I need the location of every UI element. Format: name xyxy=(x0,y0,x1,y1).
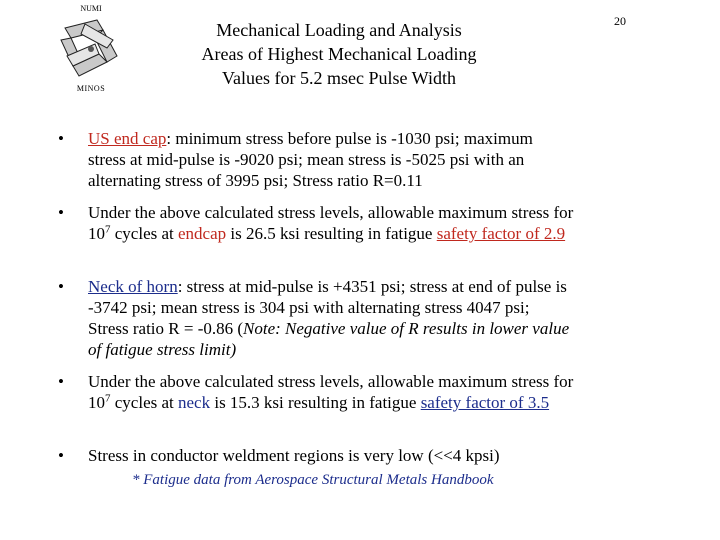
neck-highlight: neck xyxy=(178,393,211,412)
b4-mid: cycles at xyxy=(110,393,178,412)
footnote: * Fatigue data from Aerospace Structural Metals Handbook xyxy=(132,472,494,488)
numi-minos-logo xyxy=(50,4,132,100)
end-cap-label: US end cap xyxy=(88,129,167,148)
b3-line2: -3742 psi; mean stress is 304 psi with alternating stress 4047 psi; xyxy=(88,298,530,317)
b4-line1: Under the above calculated stress levels, allowable maximum stress for xyxy=(88,372,574,391)
slide-title xyxy=(150,18,528,90)
endcap-highlight: endcap xyxy=(178,224,227,243)
logo-bottom-text: MINOS xyxy=(76,84,106,93)
bullet-dot: • xyxy=(58,372,64,391)
page-number: 20 xyxy=(614,14,626,28)
b1-line1: : minimum stress before pulse is -1030 psi; maximum xyxy=(166,129,533,148)
bullet-dot: • xyxy=(58,129,64,148)
b4-mid2: is 15.3 ksi resulting in fatigue xyxy=(210,393,421,412)
b1-line3: alternating stress of 3995 psi; Stress ratio R=0.11 xyxy=(88,171,423,190)
b3-note-cont: of fatigue stress limit) xyxy=(88,340,237,359)
b3-line1: : stress at mid-pulse is +4351 psi; stress at end of pulse is xyxy=(177,277,567,296)
b2-mid: cycles at xyxy=(110,224,178,243)
star-logo-icon xyxy=(55,16,127,84)
bullet-dot: • xyxy=(58,446,64,465)
endcap-safety-factor: safety factor of 2.9 xyxy=(436,224,566,243)
b4-exponent: 7 xyxy=(105,392,111,405)
neck-of-horn-label: Neck of horn xyxy=(88,277,178,296)
b3-line3-pre: Stress ratio R = -0.86 ( xyxy=(88,319,244,338)
b2-base: 10 xyxy=(88,224,105,243)
title-line-1: Mechanical Loading and Analysis xyxy=(216,20,462,40)
b3-note: Note: Negative value of R results in lower value xyxy=(243,319,570,338)
b4-base: 10 xyxy=(88,393,105,412)
logo-top-text: NUMI xyxy=(80,4,102,13)
title-line-2: Areas of Highest Mechanical Loading xyxy=(201,44,477,64)
b2-mid2: is 26.5 ksi resulting in fatigue xyxy=(226,224,437,243)
bullet-dot: • xyxy=(58,203,64,222)
b2-exponent: 7 xyxy=(105,223,111,236)
bullet-dot: • xyxy=(58,277,64,296)
title-line-3: Values for 5.2 msec Pulse Width xyxy=(222,68,456,88)
b5-line1: Stress in conductor weldment regions is very low (<<4 kpsi) xyxy=(88,446,500,465)
b1-line2: stress at mid-pulse is -9020 psi; mean stress is -5025 psi with an xyxy=(88,150,525,169)
b2-line1: Under the above calculated stress levels, allowable maximum stress for xyxy=(88,203,574,222)
neck-safety-factor: safety factor of 3.5 xyxy=(420,393,550,412)
